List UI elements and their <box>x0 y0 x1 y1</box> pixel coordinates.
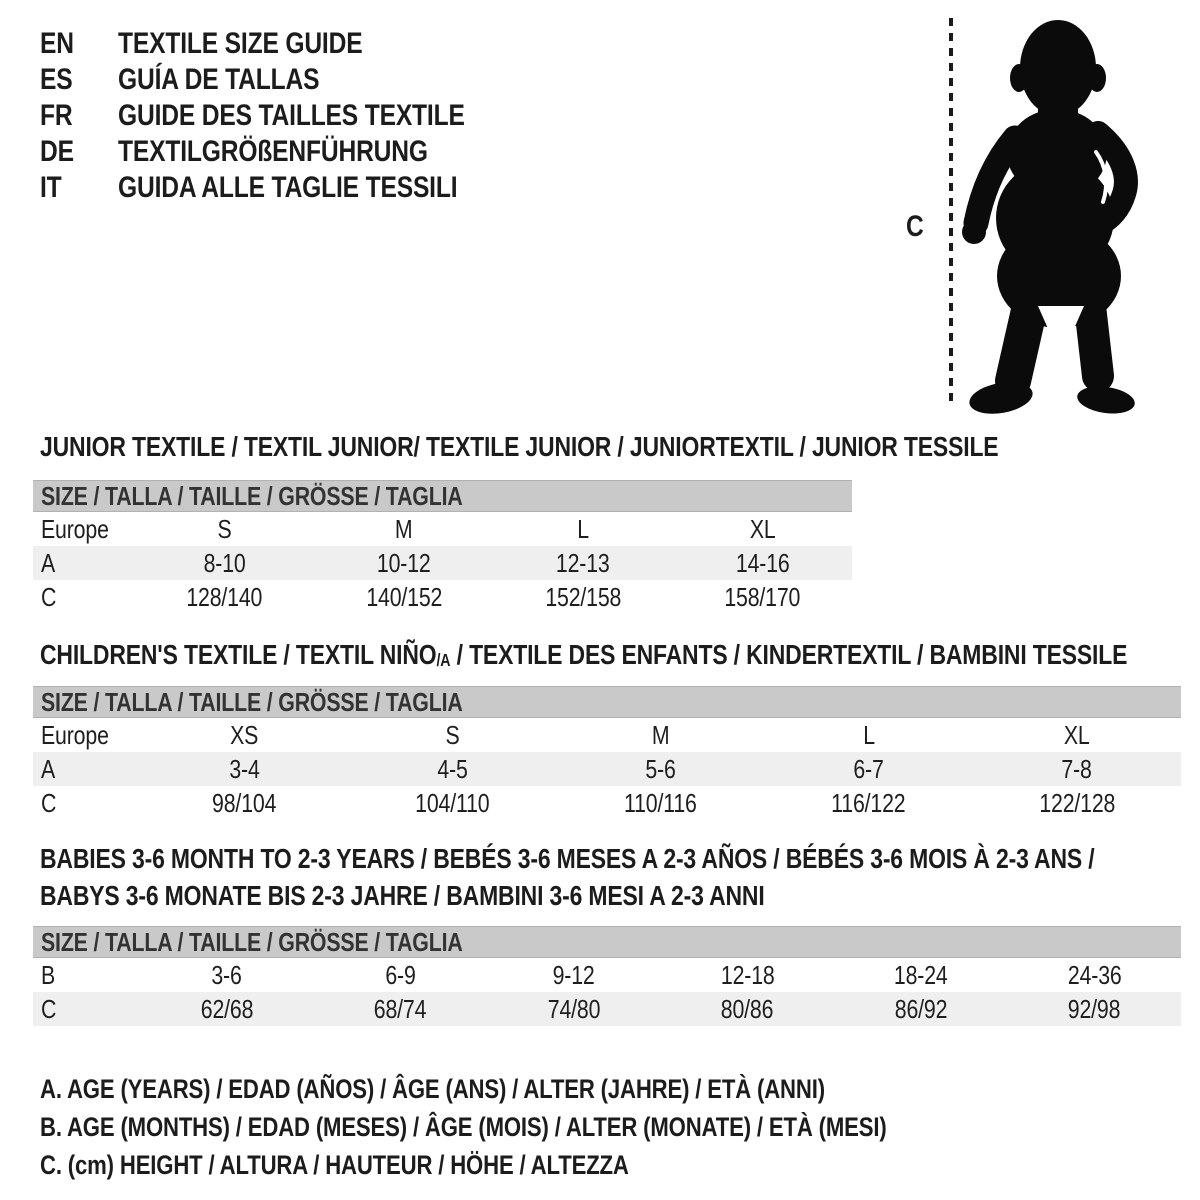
size-value: S <box>445 719 460 750</box>
age-value: 3-4 <box>228 753 260 784</box>
row-label: C <box>41 581 57 612</box>
footnote-age-months: B. AGE (MONTHS) / EDAD (MESES) / ÂGE (MOIS) / ALTER (MONATE) / ETÀ (MESI) <box>40 1111 887 1142</box>
row-label: Europe <box>41 719 109 750</box>
table-row-height <box>33 992 1181 1026</box>
size-value: S <box>217 513 232 544</box>
height-value: 86/92 <box>894 993 948 1024</box>
size-value: XL <box>1064 719 1090 750</box>
table-row-europe <box>33 718 1181 752</box>
months-value: 3-6 <box>211 959 242 990</box>
lang-code: IT <box>40 171 62 204</box>
lang-code: ES <box>40 63 73 96</box>
months-value: 18-24 <box>893 959 948 990</box>
height-value: 110/116 <box>624 787 697 818</box>
baby-silhouette-figure <box>938 8 1150 416</box>
age-value: 12-13 <box>556 547 610 578</box>
height-value: 74/80 <box>547 993 601 1024</box>
height-value: 104/110 <box>415 787 490 818</box>
lang-code: FR <box>40 99 73 132</box>
size-header-band <box>33 686 1181 718</box>
lang-row-en <box>40 26 541 62</box>
lang-code: DE <box>40 135 74 168</box>
size-header-band <box>33 480 852 512</box>
size-header-band <box>33 926 1181 958</box>
months-value: 12-18 <box>720 959 775 990</box>
height-value: 116/122 <box>831 787 906 818</box>
guide-title: GUIDE DES TAILLES TEXTILE <box>118 99 465 132</box>
guide-title: GUÍA DE TALLAS <box>118 63 320 96</box>
babies-size-table <box>33 926 1181 1026</box>
age-value: 10-12 <box>377 547 431 578</box>
size-header-text: SIZE / TALLA / TAILLE / GRÖSSE / TAGLIA <box>41 926 463 957</box>
age-value: 6-7 <box>853 753 884 784</box>
title-text: CHILDREN'S TEXTILE / TEXTIL NIÑO <box>40 639 437 670</box>
junior-size-table <box>33 480 852 614</box>
age-value: 4-5 <box>437 753 468 784</box>
language-title-list <box>40 26 541 206</box>
title-line-2: BABYS 3-6 MONATE BIS 2-3 JAHRE / BAMBINI 3-6 MESI A 2-3 ANNI <box>40 880 765 911</box>
row-label: Europe <box>41 513 109 544</box>
footnote-age-years: A. AGE (YEARS) / EDAD (AÑOS) / ÂGE (ANS) / ALTER (JAHRE) / ETÀ (ANNI) <box>40 1073 825 1104</box>
row-label: A <box>41 753 56 784</box>
table-row-age <box>33 546 852 580</box>
height-value: 152/158 <box>545 581 622 612</box>
height-value: 62/68 <box>200 993 254 1024</box>
height-value: 80/86 <box>720 993 774 1024</box>
age-value: 5-6 <box>645 753 676 784</box>
lang-code: EN <box>40 27 74 60</box>
height-value: 68/74 <box>373 993 427 1024</box>
size-value: M <box>651 719 670 750</box>
lang-row-de <box>40 134 541 170</box>
height-value: 140/152 <box>365 581 442 612</box>
size-header-text: SIZE / TALLA / TAILLE / GRÖSSE / TAGLIA <box>41 686 463 717</box>
row-label: A <box>41 547 56 578</box>
title-subscript: /A <box>436 650 451 671</box>
size-value: M <box>395 513 413 544</box>
table-row-height <box>33 786 1181 820</box>
guide-title: TEXTILGRÖßENFÜHRUNG <box>118 135 428 168</box>
row-label: C <box>41 993 57 1024</box>
table-row-months <box>33 958 1181 992</box>
height-value: 92/98 <box>1067 993 1121 1024</box>
size-value: XS <box>230 719 259 750</box>
row-label: B <box>41 959 56 990</box>
lang-row-it <box>40 170 541 206</box>
title-text: / TEXTILE DES ENFANTS / KINDERTEXTIL / BAMBINI TESSILE <box>450 639 1128 670</box>
months-value: 6-9 <box>385 959 416 990</box>
age-value: 8-10 <box>203 547 246 578</box>
months-value: 9-12 <box>552 959 595 990</box>
children-size-table <box>33 686 1181 820</box>
height-value: 122/128 <box>1038 787 1115 818</box>
age-value: 14-16 <box>735 547 790 578</box>
size-value: L <box>862 719 875 750</box>
height-value: 98/104 <box>211 787 277 818</box>
table-row-height <box>33 580 852 614</box>
section-title-children <box>40 640 1200 675</box>
toddler-silhouette-shape <box>962 20 1137 416</box>
row-label: C <box>41 787 57 818</box>
title-line-1: BABIES 3-6 MONTH TO 2-3 YEARS / BEBÉS 3-6 MESES A 2-3 AÑOS / BÉBÉS 3-6 MOIS À 2-3 ANS / <box>40 843 1095 874</box>
months-value: 24-36 <box>1067 959 1122 990</box>
section-title-junior: JUNIOR TEXTILE / TEXTIL JUNIOR/ TEXTILE JUNIOR / JUNIORTEXTIL / JUNIOR TESSILE <box>40 431 999 462</box>
footnote-height-cm: C. (cm) HEIGHT / ALTURA / HAUTEUR / HÖHE / ALTEZZA <box>40 1149 629 1180</box>
legend-footnotes <box>40 1070 1072 1184</box>
section-title-babies <box>40 840 1200 914</box>
lang-row-fr <box>40 98 541 134</box>
lang-row-es <box>40 62 541 98</box>
table-row-age <box>33 752 1181 786</box>
age-value: 7-8 <box>1061 753 1093 784</box>
size-value: XL <box>749 513 776 544</box>
height-value: 158/170 <box>724 581 801 612</box>
guide-title: GUIDA ALLE TAGLIE TESSILI <box>118 171 458 204</box>
size-header-text: SIZE / TALLA / TAILLE / GRÖSSE / TAGLIA <box>41 480 463 511</box>
guide-title: TEXTILE SIZE GUIDE <box>118 27 363 60</box>
size-value: L <box>577 513 589 544</box>
height-line-label: C <box>906 210 924 243</box>
table-row-europe <box>33 512 852 546</box>
height-value: 128/140 <box>186 581 263 612</box>
